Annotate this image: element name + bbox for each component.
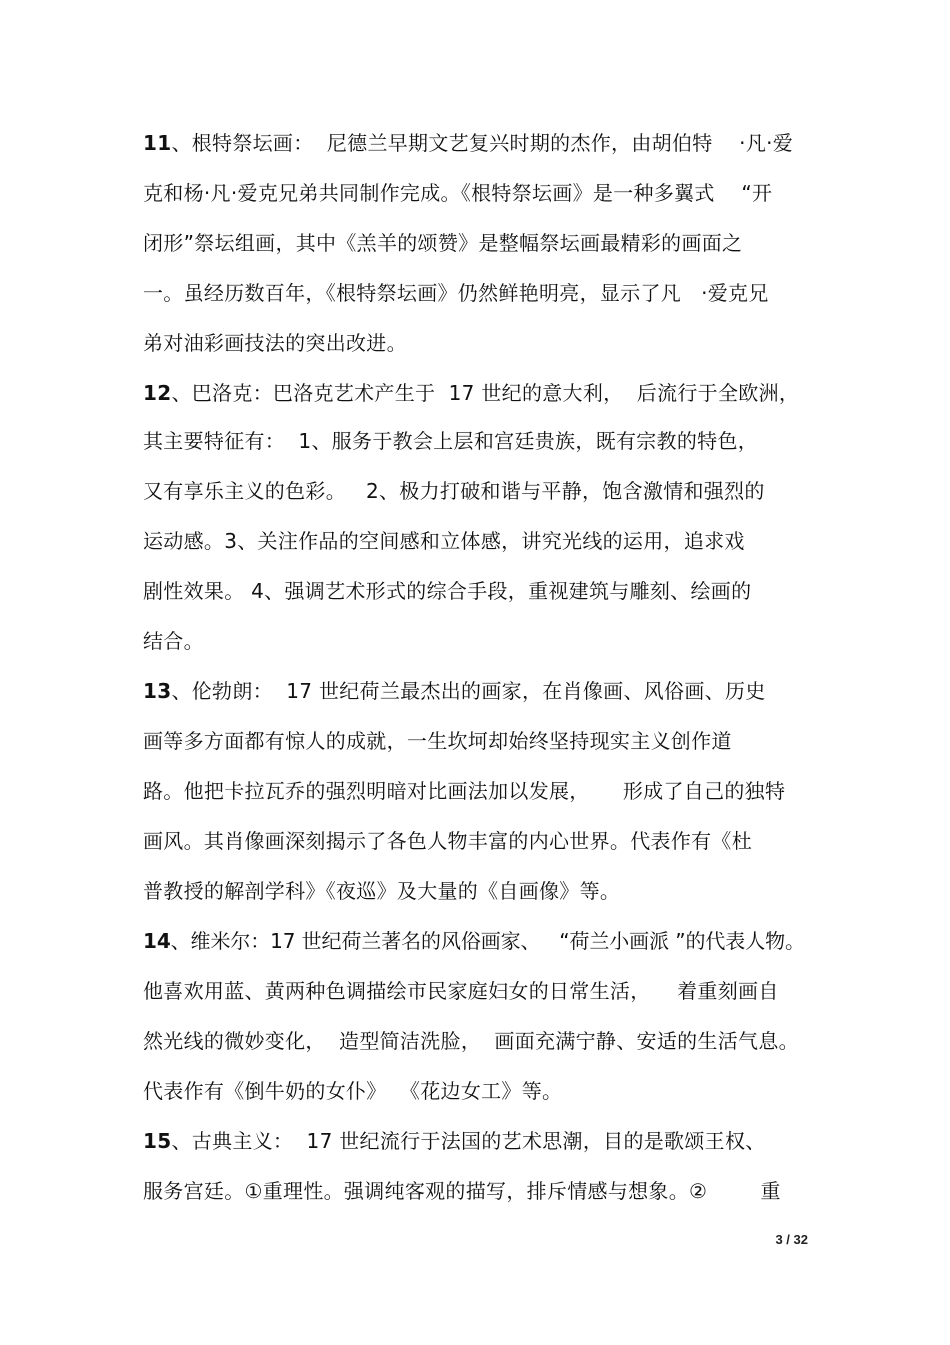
entry-12-line-6: 结合。 [143, 629, 204, 653]
entry-text: 、古典主义： 17 世纪流行于法国的艺术思潮，目的是歌颂王权、 [171, 1129, 766, 1153]
entry-14-line-3: 然光线的微妙变化， 造型简洁洗脸， 画面充满宁静、安适的生活气息。 [143, 1029, 799, 1053]
entry-11-line-3: 闭形”祭坛组画，其中《羔羊的颂赞》是整幅祭坛画最精彩的画面之 [143, 231, 743, 255]
entry-13-line-2: 画等多方面都有惊人的成就，一生坎坷却始终坚持现实主义创作道 [143, 729, 732, 753]
entry-14-line-4: 代表作有《倒牛奶的女仆》 《花边女工》等。 [143, 1079, 563, 1103]
entry-11-line-1 [143, 129, 793, 157]
entry-11-line-2: 克和杨·凡·爱克兄弟共同制作完成。《根特祭坛画》是一种多翼式 “开 [143, 181, 773, 205]
entry-text: 、伦勃朗： 17 世纪荷兰最杰出的画家，在肖像画、风俗画、历史 [171, 679, 766, 703]
entry-text: 、维米尔：17 世纪荷兰著名的风俗画家、 “荷兰小画派 ”的代表人物。 [170, 929, 805, 953]
entry-13-line-4: 画风。其肖像画深刻揭示了各色人物丰富的内心世界。代表作有《杜 [143, 829, 752, 853]
entry-15-line-2: 服务宫廷。①重理性。强调纯客观的描写，排斥情感与想象。② 重 [143, 1179, 781, 1203]
entry-11-line-5: 弟对油彩画技法的突出改进。 [143, 331, 407, 355]
entry-number: 13 [143, 679, 172, 703]
entry-15-line-1 [143, 1127, 766, 1155]
entry-14-line-1 [143, 927, 805, 955]
entry-text: 、巴洛克：巴洛克艺术产生于 17 世纪的意大利， 后流行于全欧洲， [171, 381, 800, 405]
entry-12-line-1 [143, 379, 799, 407]
entry-number: 11 [143, 131, 172, 155]
entry-number: 12 [143, 381, 172, 405]
entry-14-line-2: 他喜欢用蓝、黄两种色调描绘市民家庭妇女的日常生活， 着重刻画自 [143, 979, 779, 1003]
entry-12-line-4: 运动感。3、关注作品的空间感和立体感，讲究光线的运用，追求戏 [143, 529, 745, 553]
entry-13-line-3: 路。他把卡拉瓦乔的强烈明暗对比画法加以发展， 形成了自己的独特 [143, 779, 786, 803]
entry-text: 、根特祭坛画： 尼德兰早期文艺复兴时期的杰作，由胡伯特 ·凡·爱 [171, 131, 794, 155]
entry-11-line-4: 一。虽经历数百年，《根特祭坛画》仍然鲜艳明亮，显示了凡 ·爱克兄 [143, 281, 769, 305]
entry-number: 14 [143, 929, 171, 953]
entry-12-line-3: 又有享乐主义的色彩。 2、极力打破和谐与平静，饱含激情和强烈的 [143, 479, 765, 503]
entry-number: 15 [143, 1129, 172, 1153]
page-number: 3 / 32 [775, 1232, 808, 1247]
entry-12-line-2: 其主要特征有： 1、服务于教会上层和宫廷贵族，既有宗教的特色， [143, 429, 759, 453]
entry-12-line-5: 剧性效果。 4、强调艺术形式的综合手段，重视建筑与雕刻、绘画的 [143, 579, 752, 603]
entry-13-line-1 [143, 677, 766, 705]
entry-13-line-5: 普教授的解剖学科》《夜巡》及大量的《自画像》等。 [143, 879, 621, 903]
